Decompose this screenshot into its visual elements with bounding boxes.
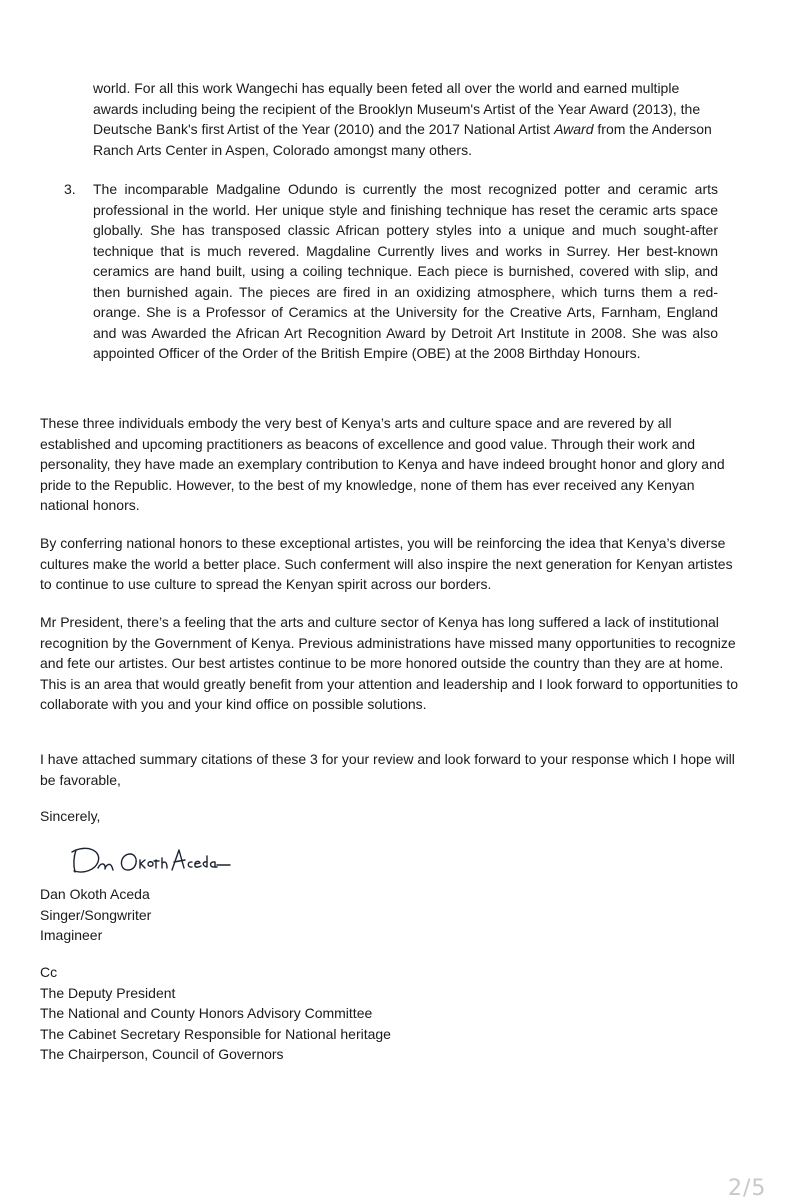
list-item-3-number: 3. [64,181,76,197]
paragraph-recognition: Mr President, there’s a feeling that the arts and culture sector of Kenya has long suffered a lack of institutional recognition by the Government of Kenya. Previous administrations have missed many opportunities to recognize and fete our artistes. Our best artistes continue to be more honored outside the country than they are at home. This is an area that would greatly benefit from your attention and leadership and I look forward to opportunities to collaborate with you and your kind office on possible solutions. [40,614,739,712]
signer-name: Dan Okoth Aceda [40,886,150,902]
paragraph-attachments: I have attached summary citations of these 3 for your review and look forward to your response which I hope will be favorable, [40,751,735,788]
continuation-text: world. For all this work Wangechi has equally been feted all over the world and earned multiple awards including being the recipient of the Brooklyn Museum's Artist of the Year Award (2013), the Deutsche Bank's first Artist of the Year (2010) and the 2017 National Artist [93,80,701,137]
signer-title: Singer/Songwriter [40,906,152,923]
page-indicator: 2/5 [728,1176,767,1201]
cc-block [40,962,391,1065]
award-italic: Award [554,121,594,137]
paragraph-individuals: These three individuals embody the very best of Kenya’s arts and culture space and are revered by all established and upcoming practitioners as beacons of excellence and good value. Through their work and personality, they have made an exemplary contribution to Kenya and have indeed brought honor and glory and pride to the Republic. However, to the best of my knowledge, none of them has ever received any Kenyan national honors. [40,415,725,513]
paragraph-conferring: By conferring national honors to these exceptional artistes, you will be reinforcing the idea that Kenya’s diverse cultures make the world a better place. Such conferment will also inspire the next generation for Kenyan artistes to continue to use culture to spread the Kenyan spirit across our borders. [40,535,733,592]
cc-recipient: The Deputy President [40,984,176,1001]
cc-recipient: The Chairperson, Council of Governors [40,1046,284,1062]
cc-recipient: The Cabinet Secretary Responsible for National heritage [40,1025,391,1042]
cc-recipient: The National and County Honors Advisory Committee [40,1005,373,1021]
signer-role: Imagineer [40,927,103,943]
handwritten-signature [68,838,233,878]
list-item-3-text: The incomparable Madgaline Odundo is currently the most recognized potter and ceramic arts professional in the world. Her unique style and finishing technique has reset the ceramic arts space globally. She has transposed classic African pottery styles into a unique and much sought-after technique that is much revered. Magdaline Currently lives and works in Surrey. Her best-known ceramics are hand built, using a coiling technique. Each piece is burnished, covered with slip, and then burnished again. The pieces are fired in an oxidizing atmosphere, which turns them a red-orange. She is a Professor of Ceramics at the University for the Creative Arts, Farnham, England and was Awarded the African Art Recognition Award by Detroit Art Institute in 2008. She was also appointed Officer of the Order of the British Empire (OBE) at the 2008 Birthday Honours. [93,181,718,361]
signature-block [40,884,151,946]
closing-salutation: Sincerely, [40,808,101,824]
cc-label: Cc [40,964,58,980]
continuation-tail: from the Anderson Ranch Arts Center in Aspen, Colorado amongst many others. [93,121,712,158]
list-item-2-continuation [93,78,718,160]
